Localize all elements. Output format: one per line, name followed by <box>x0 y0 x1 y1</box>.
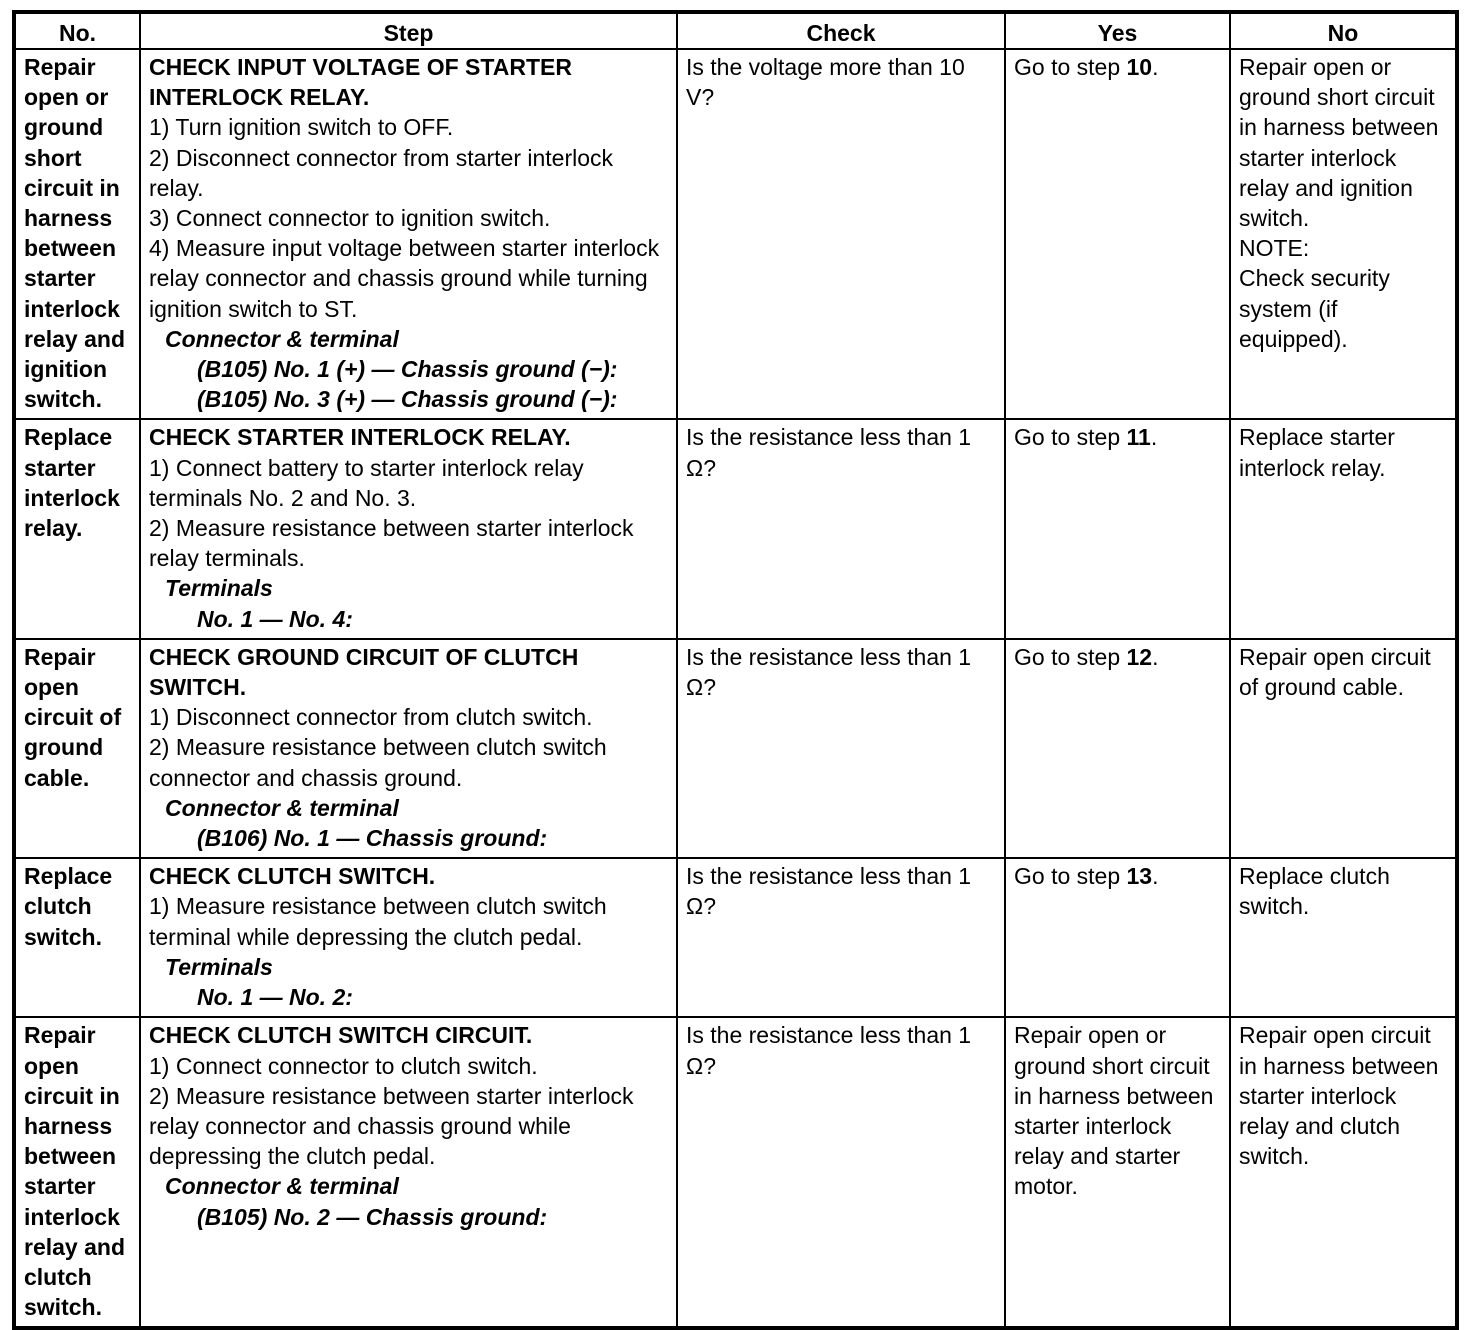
header-yes: Yes <box>1005 12 1230 49</box>
step-title: CHECK GROUND CIRCUIT OF CLUTCH SWITCH. <box>149 643 579 701</box>
spec-item: (B106) No. 1 — Chassis ground: <box>197 825 548 852</box>
yes-prefix: Go to step <box>1014 424 1127 451</box>
yes-suffix: . <box>1152 54 1159 80</box>
header-step: Step <box>140 12 677 49</box>
yes-cell <box>1005 49 1230 419</box>
check-cell: Is the resistance less than 1 Ω? <box>677 419 1005 638</box>
step-line: 1) Connect battery to starter interlock relay terminals No. 2 and No. 3. <box>149 454 584 511</box>
spec-heading: Connector & terminal <box>165 794 399 821</box>
yes-step-ref: 11 <box>1126 424 1151 451</box>
no-cell <box>1230 639 1457 858</box>
spec-item: (B105) No. 3 (+) — Chassis ground (−): <box>197 386 618 413</box>
yes-prefix: Go to step <box>1014 863 1127 890</box>
spec-item: (B105) No. 2 — Chassis ground: <box>197 1203 548 1230</box>
table-row <box>14 639 1457 858</box>
yes-suffix: . <box>1152 863 1159 890</box>
note-text: Check security system (if equipped). <box>1239 265 1390 352</box>
step-line: 1) Turn ignition switch to OFF. <box>149 114 454 141</box>
spec-heading: Terminals <box>165 953 273 980</box>
header-no-result: No <box>1230 12 1457 49</box>
step-line: 1) Connect connector to clutch switch. <box>149 1052 538 1079</box>
yes-cell <box>1005 858 1230 1017</box>
step-cell <box>140 49 677 419</box>
step-line: 3) Connect connector to ignition switch. <box>149 205 551 232</box>
header-no: No. <box>14 12 140 49</box>
step-title: CHECK INPUT VOLTAGE OF STARTER INTERLOCK RELAY. <box>149 54 572 111</box>
yes-step-ref: 10 <box>1126 54 1153 80</box>
step-number: Repair open circuit of ground cable. <box>14 639 140 858</box>
step-line: 1) Disconnect connector from clutch switch. <box>149 704 593 731</box>
step-line: 2) Measure resistance between starter interlock relay terminals. <box>149 515 634 572</box>
check-cell: Is the resistance less than 1 Ω? <box>677 858 1005 1017</box>
no-action: Replace clutch switch. <box>1239 863 1390 920</box>
spec-item: No. 1 — No. 2: <box>197 984 353 1011</box>
step-cell <box>140 858 677 1017</box>
no-action: Replace starter interlock relay. <box>1239 424 1395 481</box>
step-cell <box>140 1017 677 1328</box>
spec-heading: Connector & terminal <box>165 325 399 352</box>
no-action: Repair open or ground short circuit in harness between starter interlock relay and ignition switch. <box>1239 54 1439 232</box>
no-cell <box>1230 858 1457 1017</box>
table-row <box>14 419 1457 638</box>
yes-prefix: Go to step <box>1014 643 1127 670</box>
step-cell <box>140 419 677 638</box>
step-number: Replace clutch switch. <box>14 858 140 1017</box>
step-number: Repair open circuit in harness between starter interlock relay and clutch switch. <box>14 1017 140 1328</box>
note-label: NOTE: <box>1239 235 1310 262</box>
yes-cell <box>1005 639 1230 858</box>
table-row <box>14 858 1457 1017</box>
check-cell: Is the resistance less than 1 Ω? <box>677 639 1005 858</box>
step-title: CHECK STARTER INTERLOCK RELAY. <box>149 424 571 451</box>
table-row <box>14 1017 1457 1328</box>
yes-step-ref: 13 <box>1126 863 1153 890</box>
step-number: Replace starter interlock relay. <box>14 419 140 638</box>
step-line: 2) Disconnect connector from starter interlock relay. <box>149 144 614 201</box>
no-action: Repair open circuit in harness between starter interlock relay and clutch switch. <box>1239 1022 1439 1170</box>
yes-cell: Repair open or ground short circuit in harness between starter interlock relay and starter motor. <box>1005 1017 1230 1328</box>
no-cell <box>1230 419 1457 638</box>
spec-heading: Connector & terminal <box>165 1173 399 1200</box>
yes-prefix: Go to step <box>1014 54 1127 80</box>
step-title: CHECK CLUTCH SWITCH CIRCUIT. <box>149 1022 533 1049</box>
yes-step-ref: 12 <box>1126 643 1153 670</box>
step-line: 4) Measure input voltage between starter interlock relay connector and chassis ground while turning ignition switch to ST. <box>149 235 660 322</box>
step-line: 2) Measure resistance between clutch switch connector and chassis ground. <box>149 734 607 791</box>
step-line: 1) Measure resistance between clutch switch terminal while depressing the clutch pedal. <box>149 893 607 950</box>
spec-item: (B105) No. 1 (+) — Chassis ground (−): <box>197 356 618 383</box>
diagnostic-table <box>12 10 1459 1330</box>
check-cell: Is the resistance less than 1 Ω? <box>677 1017 1005 1328</box>
table-header-row <box>14 12 1457 49</box>
step-cell <box>140 639 677 858</box>
spec-item: No. 1 — No. 4: <box>197 605 353 632</box>
table-row <box>14 49 1457 419</box>
spec-heading: Terminals <box>165 575 273 602</box>
check-cell: Is the voltage more than 10 V? <box>677 49 1005 419</box>
no-cell <box>1230 49 1457 419</box>
step-number: Repair open or ground short circuit in harness between starter interlock relay and ignition switch. <box>14 49 140 419</box>
yes-suffix: . <box>1152 643 1159 670</box>
no-action: Repair open circuit of ground cable. <box>1239 643 1431 701</box>
header-check: Check <box>677 12 1005 49</box>
step-title: CHECK CLUTCH SWITCH. <box>149 863 436 890</box>
yes-suffix: . <box>1150 424 1158 451</box>
step-line: 2) Measure resistance between starter interlock relay connector and chassis ground while depressing the clutch pedal. <box>149 1082 634 1170</box>
no-cell <box>1230 1017 1457 1328</box>
yes-cell <box>1005 419 1230 638</box>
